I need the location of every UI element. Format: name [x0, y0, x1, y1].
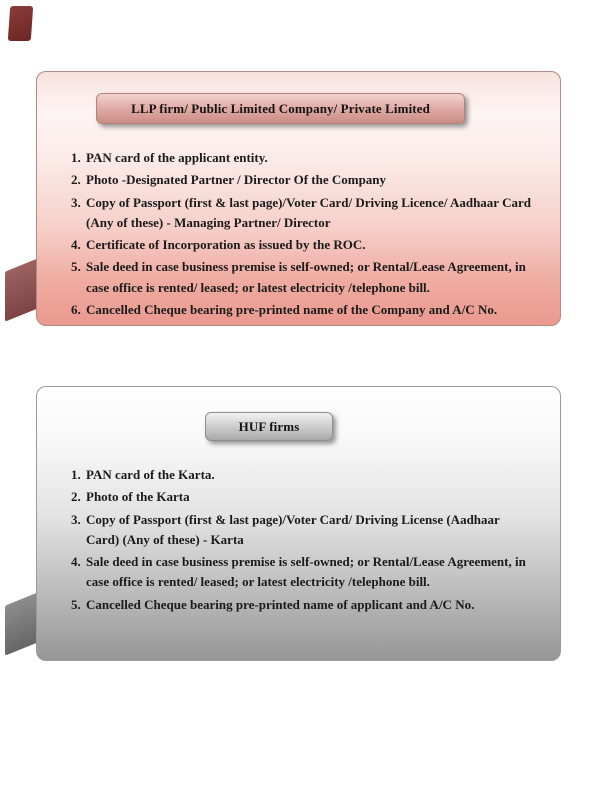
corner-accent-shape: [8, 6, 33, 41]
llp-panel: [36, 71, 561, 326]
list-item: 2. Photo -Designated Partner / Director Of the Company: [84, 170, 532, 190]
list-item: 6. Cancelled Cheque bearing pre-printed name of the Company and A/C No.: [84, 300, 532, 320]
list-item: 3. Copy of Passport (first & last page)/Voter Card/ Driving Licence/ Aadhaar Card (Any of these) - Managing Partner/ Director: [84, 193, 532, 234]
llp-panel-title: LLP firm/ Public Limited Company/ Private Limited: [96, 93, 465, 124]
list-item: 5. Sale deed in case business premise is self-owned; or Rental/Lease Agreement, in case office is rented/ leased; or latest electricity /telephone bill.: [84, 257, 532, 298]
huf-panel: [36, 386, 561, 661]
huf-panel-title: HUF firms: [205, 412, 333, 441]
llp-requirements-list: [63, 148, 532, 322]
list-item: 4. Sale deed in case business premise is self-owned; or Rental/Lease Agreement, in case office is rented/ leased; or latest electricity /telephone bill.: [84, 552, 532, 593]
llp-panel-shadow: [5, 258, 38, 321]
huf-requirements-list: [63, 465, 532, 617]
list-item: 2. Photo of the Karta: [84, 487, 532, 507]
list-item: 1. PAN card of the Karta.: [84, 465, 532, 485]
huf-panel-shadow: [5, 592, 38, 655]
list-item: 5. Cancelled Cheque bearing pre-printed name of applicant and A/C No.: [84, 595, 532, 615]
list-item: 1. PAN card of the applicant entity.: [84, 148, 532, 168]
list-item: 3. Copy of Passport (first & last page)/Voter Card/ Driving License (Aadhaar Card) (Any of these) - Karta: [84, 510, 532, 551]
list-item: 4. Certificate of Incorporation as issued by the ROC.: [84, 235, 532, 255]
